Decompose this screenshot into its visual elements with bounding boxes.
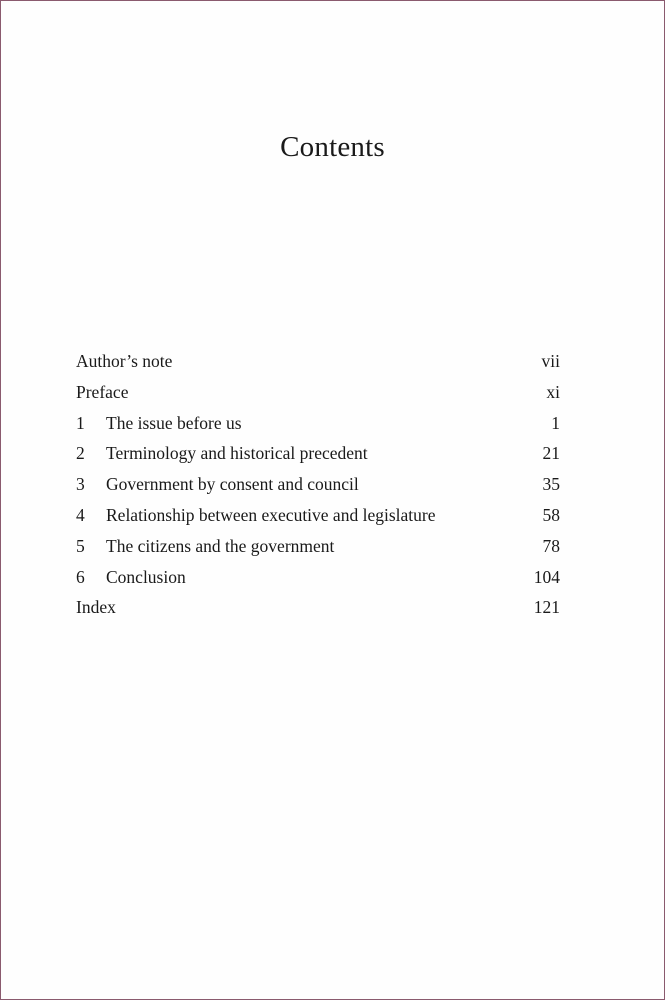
toc-entry-label: Conclusion — [106, 566, 186, 587]
toc-entry-authors-note — [76, 346, 560, 377]
toc-entry-number: 5 — [76, 535, 85, 556]
toc-entry-number: 4 — [76, 504, 85, 525]
table-of-contents — [76, 346, 560, 623]
toc-entry-page: 104 — [533, 566, 560, 587]
toc-entry-chapter-3 — [76, 469, 560, 500]
toc-entry-number: 1 — [76, 412, 85, 433]
toc-entry-number: 2 — [76, 443, 85, 464]
toc-entry-label: Terminology and historical precedent — [106, 443, 368, 464]
toc-entry-page: 121 — [533, 597, 560, 618]
page-title: Contents — [280, 131, 385, 163]
toc-entry-chapter-6 — [76, 562, 560, 593]
toc-entry-number: 3 — [76, 474, 85, 495]
toc-entry-page: 35 — [542, 474, 560, 495]
toc-entry-chapter-5 — [76, 531, 560, 562]
toc-entry-label: Author’s note — [76, 351, 173, 371]
toc-entry-page: 78 — [542, 535, 560, 556]
toc-entry-page: 21 — [542, 443, 560, 464]
toc-entry-page: vii — [541, 351, 560, 371]
toc-entry-label: Government by consent and council — [106, 474, 359, 495]
toc-entry-number: 6 — [76, 566, 85, 587]
toc-entry-page: xi — [546, 381, 560, 402]
toc-entry-preface — [76, 377, 560, 408]
toc-entry-label: Preface — [76, 381, 129, 402]
toc-entry-label: Index — [76, 597, 116, 618]
toc-entry-index — [76, 592, 560, 623]
toc-entry-page: 58 — [542, 504, 560, 525]
toc-entry-label: Relationship between executive and legislature — [106, 504, 436, 525]
toc-entry-label: The issue before us — [106, 412, 242, 433]
toc-entry-chapter-2 — [76, 438, 560, 469]
toc-entry-chapter-4 — [76, 500, 560, 531]
toc-entry-chapter-1 — [76, 408, 560, 439]
toc-entry-page: 1 — [551, 412, 560, 433]
toc-entry-label: The citizens and the government — [106, 535, 335, 556]
